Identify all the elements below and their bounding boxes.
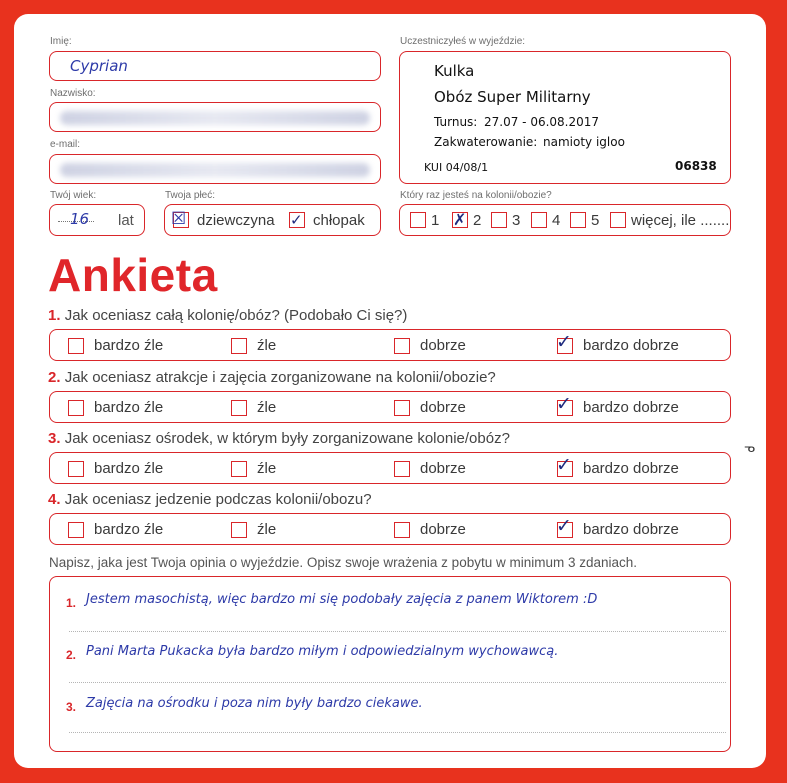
times-2-checkbox[interactable]: ✗ bbox=[453, 210, 467, 229]
last-name-redacted bbox=[60, 111, 370, 125]
gender-boy-checkbox[interactable]: ✓ bbox=[289, 212, 305, 228]
times-5-checkbox[interactable] bbox=[570, 212, 586, 228]
q1-option-good-label: dobrze bbox=[420, 337, 466, 354]
times-label: Który raz jesteś na kolonii/obozie? bbox=[400, 190, 552, 201]
opinion-line-3-number: 3. bbox=[66, 700, 77, 714]
question-3-number: 3. bbox=[48, 430, 61, 447]
last-name-field[interactable] bbox=[49, 102, 381, 132]
opinion-line-1-rule bbox=[69, 631, 726, 632]
opinion-line-2-text: Pani Marta Pukacka była bardzo miłym i odpowiedzialnym wychowawcą. bbox=[86, 644, 559, 659]
first-name-label: Imię: bbox=[50, 36, 72, 47]
question-4 bbox=[48, 491, 372, 508]
age-unit: lat bbox=[118, 212, 134, 229]
q2-option-bad-checkbox[interactable] bbox=[231, 400, 247, 416]
turnus-value: 27.07 - 06.08.2017 bbox=[484, 115, 600, 129]
q3-option-bad-checkbox[interactable] bbox=[231, 461, 247, 477]
q3-option-bad-label: źle bbox=[257, 460, 277, 477]
question-3-text: Jak oceniasz ośrodek, w którym były zorganizowane kolonie/obóz? bbox=[64, 430, 510, 447]
q1-option-good-checkbox[interactable] bbox=[394, 338, 410, 354]
question-1 bbox=[48, 307, 407, 324]
q1-option-very-good-label: bardzo dobrze bbox=[583, 337, 679, 354]
times-3-label: 3 bbox=[512, 212, 521, 229]
opinion-line-2-number: 2. bbox=[66, 648, 77, 662]
opinion-line-1-text: Jestem masochistą, więc bardzo mi się podobały zajęcia z panem Wiktorem :D bbox=[86, 592, 598, 607]
q4-option-good-checkbox[interactable] bbox=[394, 522, 410, 538]
question-2-text: Jak oceniasz atrakcje i zajęcia zorganizowane na kolonii/obozie? bbox=[64, 369, 496, 386]
q3-option-good-checkbox[interactable] bbox=[394, 461, 410, 477]
age-field[interactable] bbox=[49, 204, 145, 236]
survey-sheet bbox=[14, 14, 766, 768]
gender-label: Twoja płeć: bbox=[165, 190, 216, 201]
camp-code: KUI 04/08/1 bbox=[424, 161, 489, 174]
question-2 bbox=[48, 369, 496, 386]
q4-option-very-good-checkbox[interactable]: ✓ bbox=[556, 515, 572, 537]
turnus-label: Turnus: bbox=[434, 115, 478, 129]
q1-option-bad-checkbox[interactable] bbox=[231, 338, 247, 354]
question-2-number: 2. bbox=[48, 369, 61, 386]
q4-option-very-bad-checkbox[interactable] bbox=[68, 522, 84, 538]
q4-option-very-bad-label: bardzo źle bbox=[94, 521, 164, 538]
camp-number: 06838 bbox=[675, 159, 717, 173]
question-1-number: 1. bbox=[48, 307, 61, 324]
question-1-options bbox=[49, 329, 731, 361]
q2-option-very-bad-label: bardzo źle bbox=[94, 399, 164, 416]
gender-group bbox=[164, 204, 381, 236]
opinion-prompt: Napisz, jaka jest Twoja opinia o wyjeździe. Opisz swoje wrażenia z pobytu w minimum 3 zdaniach. bbox=[49, 555, 638, 570]
camp-label: Uczestniczyłeś w wyjeździe: bbox=[400, 36, 526, 47]
last-name-label: Nazwisko: bbox=[50, 88, 96, 99]
q2-option-good-label: dobrze bbox=[420, 399, 466, 416]
q1-option-bad-label: źle bbox=[257, 337, 277, 354]
first-name-field[interactable] bbox=[49, 51, 381, 81]
camp-title: Obóz Super Militarny bbox=[434, 88, 591, 106]
opinion-line-1-number: 1. bbox=[66, 596, 77, 610]
camp-info-box bbox=[399, 51, 731, 184]
gender-girl-checkbox[interactable]: ☒ bbox=[173, 212, 189, 228]
q2-option-bad-label: źle bbox=[257, 399, 277, 416]
times-1-label: 1 bbox=[431, 212, 440, 229]
q2-option-very-good-label: bardzo dobrze bbox=[583, 399, 679, 416]
times-4-checkbox[interactable] bbox=[531, 212, 547, 228]
accommodation-value: namioty igloo bbox=[543, 135, 625, 149]
times-4-label: 4 bbox=[552, 212, 561, 229]
age-value: 16 bbox=[70, 210, 90, 228]
q3-option-good-label: dobrze bbox=[420, 460, 466, 477]
accommodation-label: Zakwaterowanie: bbox=[434, 135, 538, 149]
q1-option-very-good-checkbox[interactable]: ✓ bbox=[556, 331, 572, 353]
q4-option-bad-checkbox[interactable] bbox=[231, 522, 247, 538]
gender-boy-label: chłopak bbox=[313, 212, 365, 229]
page-title: Ankieta bbox=[48, 249, 218, 301]
q2-option-good-checkbox[interactable] bbox=[394, 400, 410, 416]
opinion-line-3-rule bbox=[69, 732, 726, 733]
age-label: Twój wiek: bbox=[50, 190, 97, 201]
times-1-checkbox[interactable] bbox=[410, 212, 426, 228]
q4-option-very-good-label: bardzo dobrze bbox=[583, 521, 679, 538]
times-more-label: więcej, ile ....... bbox=[631, 212, 730, 229]
question-1-text: Jak oceniasz całą kolonię/obóz? (Podobało Ci się?) bbox=[64, 307, 408, 324]
q3-option-very-good-checkbox[interactable]: ✓ bbox=[556, 454, 572, 476]
times-more-checkbox[interactable] bbox=[610, 212, 626, 228]
q1-option-very-bad-label: bardzo źle bbox=[94, 337, 164, 354]
side-mark: ᓀ bbox=[744, 440, 756, 455]
q1-option-very-bad-checkbox[interactable] bbox=[68, 338, 84, 354]
question-2-options bbox=[49, 391, 731, 423]
q4-option-good-label: dobrze bbox=[420, 521, 466, 538]
q3-option-very-bad-checkbox[interactable] bbox=[68, 461, 84, 477]
times-5-label: 5 bbox=[591, 212, 600, 229]
q3-option-very-good-label: bardzo dobrze bbox=[583, 460, 679, 477]
q3-option-very-bad-label: bardzo źle bbox=[94, 460, 164, 477]
opinion-line-3-text: Zajęcia na ośrodku i poza nim były bardzo ciekawe. bbox=[86, 696, 423, 711]
camp-name: Kulka bbox=[434, 62, 475, 80]
times-group bbox=[399, 204, 731, 236]
question-3 bbox=[48, 430, 510, 447]
question-4-number: 4. bbox=[48, 491, 61, 508]
question-4-options bbox=[49, 513, 731, 545]
email-field[interactable] bbox=[49, 154, 381, 184]
question-4-text: Jak oceniasz jedzenie podczas kolonii/obozu? bbox=[64, 491, 372, 508]
question-3-options bbox=[49, 452, 731, 484]
email-label: e-mail: bbox=[50, 139, 81, 150]
q4-option-bad-label: źle bbox=[257, 521, 277, 538]
gender-girl-label: dziewczyna bbox=[197, 212, 275, 229]
first-name-value: Cyprian bbox=[70, 57, 128, 75]
email-redacted bbox=[60, 163, 370, 177]
opinion-line-2-rule bbox=[69, 682, 726, 683]
times-2-label: 2 bbox=[473, 212, 482, 229]
times-3-checkbox[interactable] bbox=[491, 212, 507, 228]
q2-option-very-good-checkbox[interactable]: ✓ bbox=[556, 393, 572, 415]
q2-option-very-bad-checkbox[interactable] bbox=[68, 400, 84, 416]
